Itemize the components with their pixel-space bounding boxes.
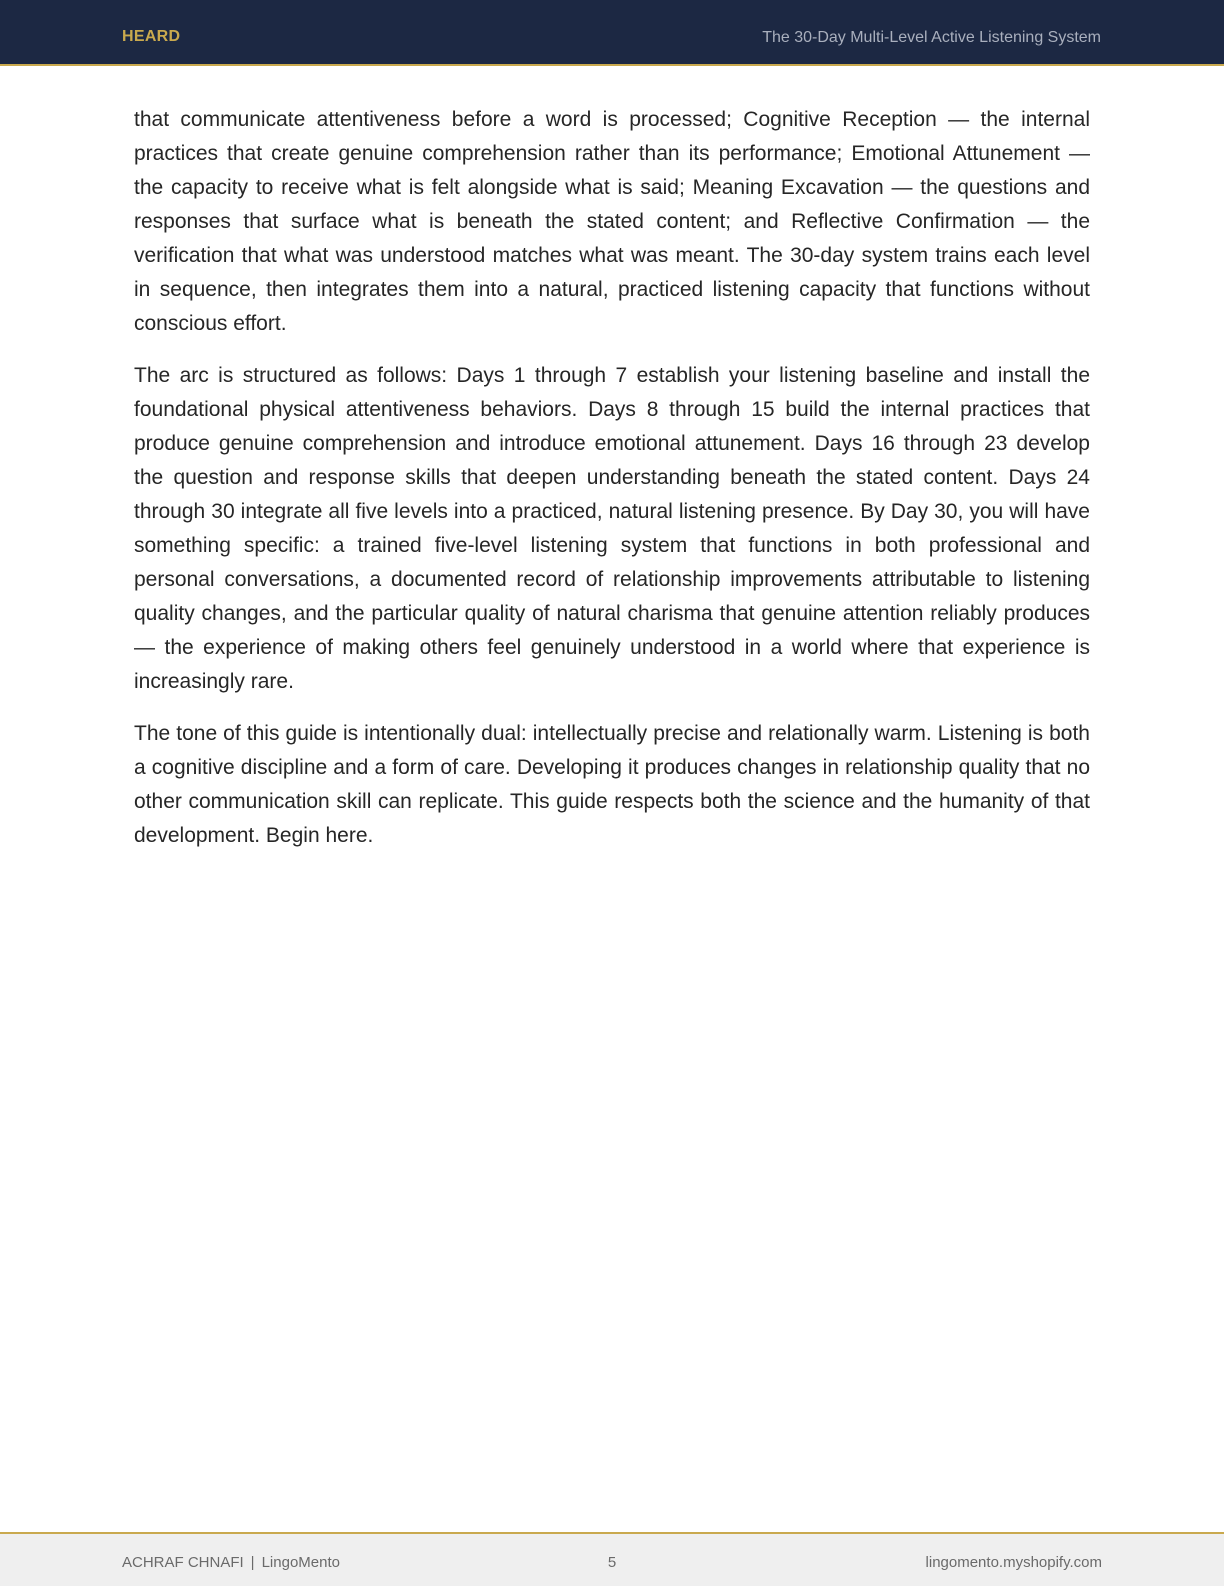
footer-website: lingomento.myshopify.com (925, 1554, 1102, 1571)
body-paragraph-2: The arc is structured as follows: Days 1 through 7 establish your listening baseline and install the foundational physical attentiveness behaviors. Days 8 through 15 build the internal practices that produce genuine comprehension and introduce emotional attunement. Days 16 through 23 develop the question and response skills that deepen understanding beneath the stated content. Days 24 through 30 integrate all five levels into a practiced, natural listening presence. By Day 30, you will have something specific: a trained five-level listening system that functions in both professional and personal conversations, a documented record of relationship improvements attributable to listening quality changes, and the particular quality of natural charisma that genuine attention reliably produces — the experience of making others feel genuinely understood in a world where that experience is increasingly rare. (134, 364, 1090, 693)
page-header (0, 0, 1224, 66)
footer-separator: | (250, 1554, 255, 1571)
page-footer (0, 1532, 1224, 1586)
footer-author: ACHRAF CHNAFI (122, 1554, 244, 1571)
body-paragraph-1: that communicate attentiveness before a word is processed; Cognitive Reception — the internal practices that create genuine comprehension rather than its performance; Emotional Attunement — the capacity to receive what is felt alongside what is said; Meaning Excavation — the questions and responses that surface what is beneath the stated content; and Reflective Confirmation — the verification that what was understood matches what was meant. The 30-day system trains each level in sequence, then integrates them into a natural, practiced listening capacity that functions without conscious effort. (134, 108, 1090, 335)
page-number: 5 (607, 1554, 617, 1571)
running-header-title: The 30-Day Multi-Level Active Listening System (762, 29, 1101, 46)
footer-publisher: LingoMento (261, 1554, 340, 1571)
page-body (134, 103, 1090, 871)
brand-title: HEARD (122, 28, 181, 45)
body-paragraph-3: The tone of this guide is intentionally dual: intellectually precise and relationally warm. Listening is both a cognitive discipline and a form of care. Developing it produces changes in relationship quality that no other communication skill can replicate. This guide respects both the science and the humanity of that development. Begin here. (134, 722, 1090, 847)
